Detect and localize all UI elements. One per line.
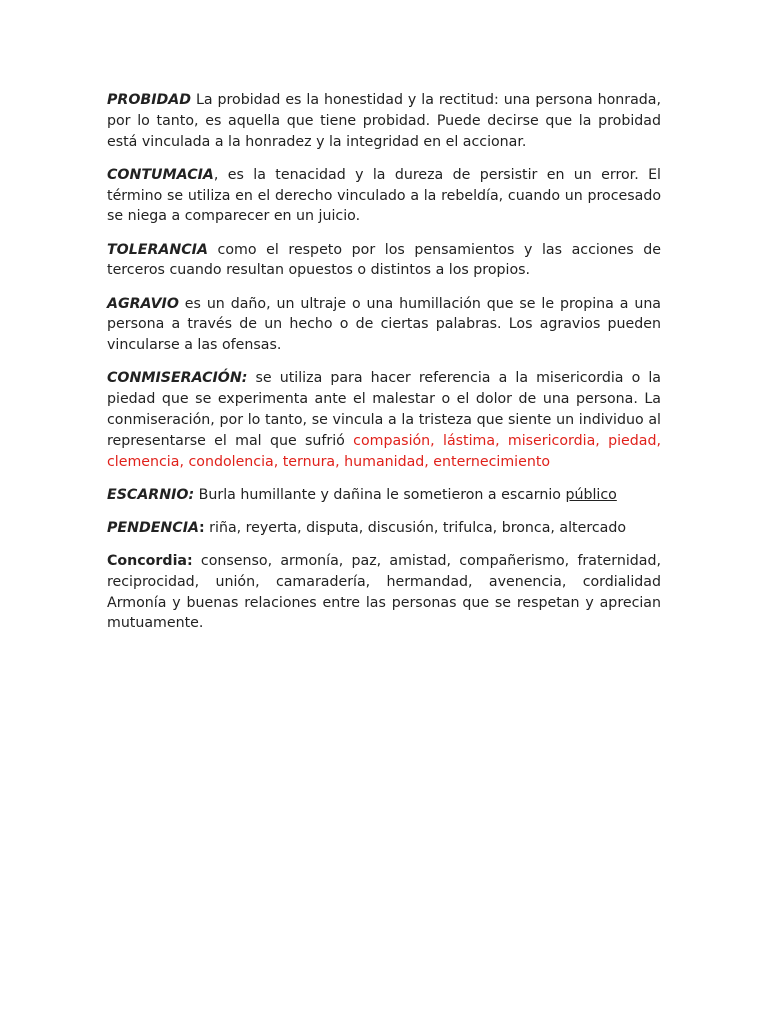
term-pendencia-colon: : [198,519,205,536]
definition-pendencia: riña, reyerta, disputa, discusión, trifulca, bronca, altercado [204,519,627,536]
underlined-word-publico: público [565,486,617,503]
term-probidad: PROBIDAD [107,92,192,108]
term-agravio: AGRAVIO [107,295,179,312]
definition-escarnio: Burla humillante y dañina le sometieron a escarnio [194,486,566,503]
entry-escarnio [107,485,661,506]
definition-contumacia: , es la tenacidad y la dureza de persistir en un error. El término se utiliza en el derecho vinculado a la rebeldía, cuando un procesado se niega a comparecer en un juicio. [107,166,661,225]
term-concordia: Concordia: [107,553,193,570]
definition-concordia: consenso, armonía, paz, amistad, compañerismo, fraternidad, reciprocidad, unión, camaradería, hermandad, avenencia, cordialidad Armonía y buenas relaciones entre las personas que se respetan y aprecian mutuamente. [107,553,661,632]
document-page [107,90,661,647]
entry-pendencia [107,518,661,539]
term-tolerancia: TOLERANCIA [107,241,208,258]
synonyms-conmiseracion: compasión, lástima, misericordia, piedad, clemencia, condolencia, ternura, humanidad, enternecimiento [107,432,661,470]
entry-contumacia [107,165,661,227]
term-conmiseracion: CONMISERACIÓN: [107,370,248,387]
term-contumacia: CONTUMACIA [107,166,214,183]
term-escarnio: ESCARNIO: [107,486,195,503]
definition-conmiseracion: se utiliza para hacer referencia a la misericordia o la piedad que se experimenta ante el malestar o el dolor de una persona. La conmiseración, por lo tanto, se vincula a la tristeza que siente un individuo al representarse el mal que sufrió [107,370,661,449]
definition-probidad: La probidad es la honestidad y la rectitud: una persona honrada, por lo tanto, es aquella que tiene probidad. Puede decirse que la probidad está vinculada a la honradez y la integridad en el accionar. [107,92,661,150]
entry-concordia [107,551,661,634]
term-pendencia: PENDENCIA [107,519,199,536]
entry-conmiseracion [107,368,661,472]
entry-agravio [107,294,661,356]
entry-probidad [107,90,661,152]
entry-tolerancia [107,240,661,282]
definition-agravio: es un daño, un ultraje o una humillación que se le propina a una persona a través de un hecho o de ciertas palabras. Los agravios pueden vincularse a las ofensas. [107,295,661,354]
definition-tolerancia: como el respeto por los pensamientos y las acciones de terceros cuando resultan opuestos o distintos a los propios. [107,241,661,279]
